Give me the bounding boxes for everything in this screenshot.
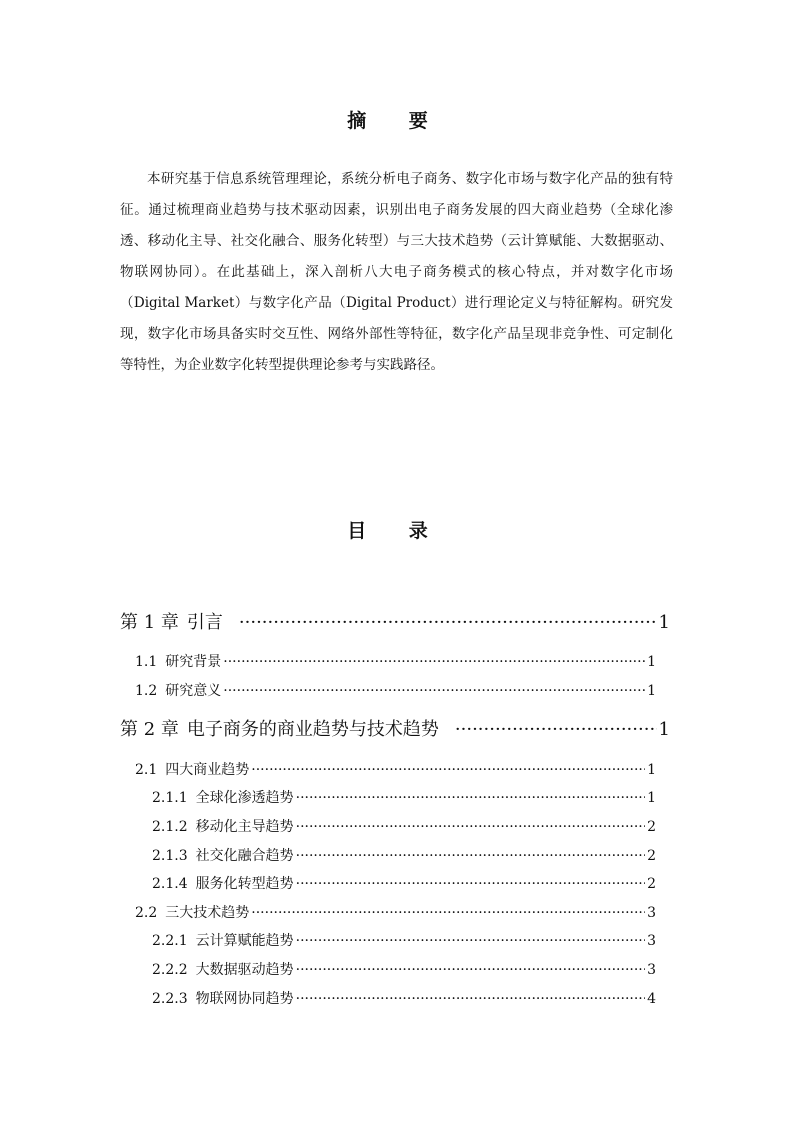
toc-entry-number: 第 1 章	[120, 612, 179, 633]
toc-entry-label	[152, 845, 294, 865]
toc-entry-title: 研究背景	[165, 654, 222, 670]
toc-entry-1-2[interactable]	[135, 680, 656, 700]
toc-page-number: 3	[647, 933, 656, 949]
abstract-title: 摘 要	[347, 110, 446, 132]
toc-entry-title: 大数据驱动趋势	[195, 962, 294, 978]
toc-leader-dots	[296, 790, 645, 806]
toc-leader-dots	[223, 683, 645, 699]
toc-leader-dots	[455, 719, 657, 740]
toc-entry-chapter-2[interactable]	[120, 715, 670, 741]
toc-page-number: 3	[647, 962, 656, 978]
toc-page-number: 2	[647, 876, 656, 892]
toc-entry-2-2[interactable]	[135, 902, 656, 922]
toc-entry-title: 引言	[186, 612, 223, 633]
toc-entry-label	[152, 930, 294, 950]
toc-title: 目 录	[347, 520, 446, 542]
toc-page-number: 1	[658, 719, 670, 740]
toc-page-number: 3	[647, 905, 656, 921]
toc-page-number: 2	[647, 819, 656, 835]
toc-page-number: 2	[647, 848, 656, 864]
toc-entry-number: 第 2 章	[120, 719, 179, 740]
toc-entry-2-2-1[interactable]	[152, 930, 656, 950]
toc-entry-title: 云计算赋能趋势	[195, 933, 294, 949]
toc-entry-1-1[interactable]	[135, 651, 656, 671]
toc-entry-number: 2.2.1	[152, 933, 188, 949]
toc-leader-dots	[296, 991, 645, 1007]
toc-entry-label	[152, 787, 294, 807]
toc-entry-number: 2.1.1	[152, 790, 188, 806]
toc-entry-title: 移动化主导趋势	[195, 819, 294, 835]
toc-page-number: 1	[647, 683, 656, 699]
toc-page-number: 1	[647, 654, 656, 670]
toc-leader-dots	[251, 905, 645, 921]
toc-entry-2-2-2[interactable]	[152, 959, 656, 979]
toc-entry-number: 2.2	[135, 905, 158, 921]
toc-leader-dots	[251, 762, 645, 778]
toc-entry-2-1-3[interactable]	[152, 845, 656, 865]
toc-leader-dots	[296, 962, 645, 978]
toc-entry-label	[120, 715, 439, 741]
toc-entry-label	[135, 759, 249, 779]
toc-entry-2-1-4[interactable]	[152, 873, 656, 893]
toc-leader-dots	[223, 654, 645, 670]
toc-entry-2-2-3[interactable]	[152, 988, 656, 1008]
abstract-body: 本研究基于信息系统管理理论，系统分析电子商务、数字化市场与数字化产品的独有特征。通过梳理商业趋势与技术驱动因素，识别出电子商务发展的四大商业趋势（全球化渗透、移动化主导、社交化融合、服务化转型）与三大技术趋势（云计算赋能、大数据驱动、物联网协同）。在此基础上，深入剖析八大电子商务模式的核心特点，并对数字化市场（Digital Market）与数字化产品（Digital Product）进行理论定义与特征解构。研究发现，数字化市场具备实时交互性、网络外部性等特征，数字化产品呈现非竞争性、可定制化等特性，为企业数字化转型提供理论参考与实践路径。	[120, 171, 673, 373]
toc-entry-number: 2.2.3	[152, 991, 188, 1007]
toc-entry-title: 电子商务的商业趋势与技术趋势	[186, 719, 439, 740]
toc-entry-title: 社交化融合趋势	[195, 848, 294, 864]
toc-entry-label	[135, 651, 221, 671]
toc-page-number: 4	[647, 991, 656, 1007]
toc-entry-label	[152, 873, 294, 893]
toc-entry-number: 1.2	[135, 683, 158, 699]
toc-entry-number: 2.1.3	[152, 848, 188, 864]
toc-entry-number: 2.2.2	[152, 962, 188, 978]
toc-entry-title: 服务化转型趋势	[195, 876, 294, 892]
toc-entry-title: 全球化渗透趋势	[195, 790, 294, 806]
toc-page-number: 1	[658, 612, 670, 633]
toc-entry-title: 研究意义	[165, 683, 222, 699]
toc-entry-label	[120, 608, 223, 634]
toc-entry-2-1-1[interactable]	[152, 787, 656, 807]
toc-leader-dots	[296, 848, 645, 864]
toc-page-number: 1	[647, 790, 656, 806]
toc-entry-title: 物联网协同趋势	[195, 991, 294, 1007]
toc-entry-label	[152, 816, 294, 836]
toc-entry-label	[152, 959, 294, 979]
toc-leader-dots	[239, 612, 657, 633]
toc-entry-title: 四大商业趋势	[165, 762, 250, 778]
toc-entry-2-1[interactable]	[135, 759, 656, 779]
toc-entry-2-1-2[interactable]	[152, 816, 656, 836]
toc-entry-chapter-1[interactable]	[120, 608, 670, 634]
toc-leader-dots	[296, 819, 645, 835]
toc-entry-number: 1.1	[135, 654, 158, 670]
toc-leader-dots	[296, 933, 645, 949]
toc-entry-number: 2.1.2	[152, 819, 188, 835]
toc-entry-number: 2.1.4	[152, 876, 188, 892]
toc-entry-label	[152, 988, 294, 1008]
toc-leader-dots	[296, 876, 645, 892]
toc-entry-number: 2.1	[135, 762, 158, 778]
toc-entry-title: 三大技术趋势	[165, 905, 250, 921]
toc-entry-label	[135, 902, 249, 922]
toc-entry-label	[135, 680, 221, 700]
toc-page-number: 1	[647, 762, 656, 778]
